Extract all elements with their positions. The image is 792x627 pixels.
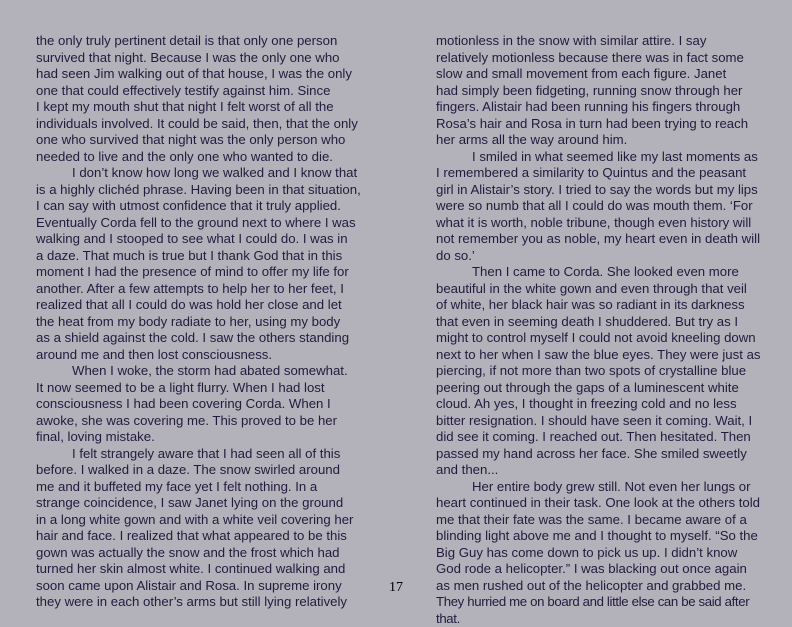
paragraph: I don’t know how long we walked and I know that is a highly clichéd phrase. Having been in that situation, I can say with utmost confidence that it truly applied. Eventually Corda fell to the ground next to where I was walking and I stooped to see what I could do. I was in a daze. That much is true but I thank God that in this moment I had the presence of mind to offer my life for another. After a few attempts to help her to her feet, I realized that all I could do was hold her close and let the heat from my body radiate to her, using my body as a shield against the cold. I saw the others standing around me and then lost consciousness. (36, 165, 361, 362)
paragraph: I felt strangely aware that I had seen all of this before. I walked in a daze. The snow swirled around me and it buffeted my face yet I felt nothing. In a strange coincidence, I saw Janet lying on the ground in a long white gown and with a white veil covering her hair and face. I realized that what appeared to be this gown was actually the snow and the frost which had turned her skin almost white. I continued walking and soon came upon Alistair and Rosa. In supreme irony they were in each other’s arms but still lying relatively (36, 445, 354, 609)
paragraph: When I woke, the storm had abated somewhat. It now seemed to be a light flurry. When I had lost consciousness I had been covering Corda. When I awoke, she was covering me. This proved to be her final, loving mistake. (36, 363, 348, 444)
paragraph-final-line: They hurried me on board and little else can be said after that. (436, 594, 750, 626)
left-text-column (36, 33, 368, 611)
paragraph: Her entire body grew still. Not even her lungs or heart continued in their task. One look at the others told me that their fate was the same. I became aware of a blinding light above me and I thought to myself. “So the Big Guy has come down to pick us up. I didn’t know God rode a helicopter.” I was blacking out once again as men rushed out of the helicopter and grabbed me. (436, 478, 761, 593)
paragraph: motionless in the snow with similar attire. I say relatively motionless because there was in fact some slow and small movement from each figure. Janet had simply been fidgeting, running snow through her fingers. Alistair had been running his fingers through Rosa’s hair and Rosa in turn had been trying to reach her arms all the way around him. (436, 33, 749, 147)
page-number: 17 (389, 580, 403, 595)
right-text-column (436, 33, 764, 627)
paragraph: Then I came to Corda. She looked even more beautiful in the white gown and even through that veil of white, her black hair was so radiant in its darkness that even in seeming death I shuddered. But try as I might to control myself I could not avoid kneeling down next to her when I saw the blue eyes. They were just as piercing, if not more than two spots of crystalline blue peering out through the gaps of a luminescent white cloud. Ah yes, I thought in freezing cold and no less bitter resignation. I should have seen it coming. Wait, I did see it coming. I reached out. Then hesitated. Then passed my hand across her face. She smiled sweetly and then... (436, 264, 761, 477)
paragraph: the only truly pertinent detail is that only one person survived that night. Because I was the only one who had seen Jim walking out of that house, I was the only one that could effectively testify against him. Since I kept my mouth shut that night I felt worst of all the individuals involved. It could be said, then, that the only one who survived that night was the only person who needed to live and the only one who wanted to die. (36, 33, 358, 164)
paragraph: I smiled in what seemed like my last moments as I remembered a similarity to Quintus and the peasant girl in Alistair’s story. I tried to say the words but my lips were so numb that all I could do was mouth them. ‘For what it is worth, noble tribune, though even history will not remember you as noble, my heart even in death will do so.’ (436, 148, 760, 263)
